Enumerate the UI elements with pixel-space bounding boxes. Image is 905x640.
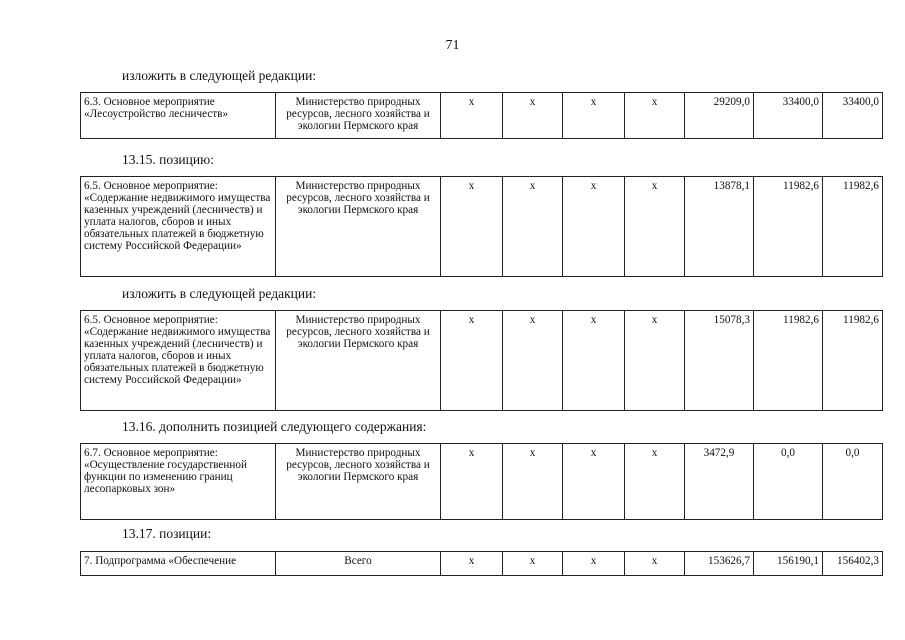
table-row: [81, 177, 883, 277]
mark-cell: x: [625, 552, 685, 576]
activity-name: 6.3. Основное мероприятие «Лесоустройство лесничеств»: [81, 93, 276, 139]
mark-cell: x: [563, 444, 625, 520]
value-cell: 33400,0: [823, 93, 883, 139]
value-cell: 11982,6: [823, 177, 883, 277]
position-table: [80, 551, 883, 576]
mark-cell: x: [441, 444, 503, 520]
executor: Министерство природных ресурсов, лесного хозяйства и экологии Пермского края: [276, 177, 441, 277]
table-row: [81, 93, 883, 139]
mark-cell: x: [625, 93, 685, 139]
mark-cell: x: [503, 552, 563, 576]
table-row: [81, 552, 883, 576]
activity-name: 6.5. Основное мероприятие: «Содержание недвижимого имущества казенных учреждений (лесничеств) и уплата налогов, сборов и иных обязательных платежей в бюджетную систему Российской Федерации»: [81, 177, 276, 277]
value-cell: 29209,0: [685, 93, 754, 139]
position-table: [80, 310, 883, 411]
mark-cell: x: [441, 177, 503, 277]
mark-cell: x: [563, 177, 625, 277]
table-row: [81, 444, 883, 520]
page-number: 71: [445, 38, 460, 53]
executor: Министерство природных ресурсов, лесного хозяйства и экологии Пермского края: [276, 93, 441, 139]
mark-cell: x: [563, 311, 625, 411]
position-table: [80, 176, 883, 277]
mark-cell: x: [441, 552, 503, 576]
value-cell: 153626,7: [685, 552, 754, 576]
mark-cell: x: [625, 444, 685, 520]
value-cell: 11982,6: [823, 311, 883, 411]
value-cell: 0,0: [754, 444, 823, 520]
value-cell: 3472,9: [685, 444, 754, 520]
executor: Министерство природных ресурсов, лесного хозяйства и экологии Пермского края: [276, 311, 441, 411]
section-heading: 13.16. дополнить позицией следующего содержания:: [122, 419, 427, 434]
value-cell: 156402,3: [823, 552, 883, 576]
mark-cell: x: [563, 552, 625, 576]
value-cell: 156190,1: [754, 552, 823, 576]
mark-cell: x: [441, 93, 503, 139]
activity-name: 7. Подпрограмма «Обеспечение: [81, 552, 276, 576]
position-table: [80, 443, 883, 520]
section-heading: 13.17. позиции:: [122, 526, 212, 541]
mark-cell: x: [441, 311, 503, 411]
value-cell: 33400,0: [754, 93, 823, 139]
executor: Министерство природных ресурсов, лесного хозяйства и экологии Пермского края: [276, 444, 441, 520]
section-heading: 13.15. позицию:: [122, 152, 214, 167]
section-heading: изложить в следующей редакции:: [122, 286, 317, 301]
mark-cell: x: [503, 311, 563, 411]
value-cell: 11982,6: [754, 311, 823, 411]
position-table: [80, 92, 883, 139]
table-row: [81, 311, 883, 411]
mark-cell: x: [625, 311, 685, 411]
activity-name: 6.5. Основное мероприятие: «Содержание недвижимого имущества казенных учреждений (лесничеств) и уплата налогов, сборов и иных обязательных платежей в бюджетную систему Российской Федерации»: [81, 311, 276, 411]
value-cell: 0,0: [823, 444, 883, 520]
mark-cell: x: [503, 177, 563, 277]
mark-cell: x: [503, 444, 563, 520]
mark-cell: x: [503, 93, 563, 139]
section-heading: изложить в следующей редакции:: [122, 68, 317, 83]
activity-name: 6.7. Основное мероприятие: «Осуществление государственной функции по изменению границ лесопарковых зон»: [81, 444, 276, 520]
executor: Всего: [276, 552, 441, 576]
mark-cell: x: [563, 93, 625, 139]
value-cell: 13878,1: [685, 177, 754, 277]
value-cell: 11982,6: [754, 177, 823, 277]
mark-cell: x: [625, 177, 685, 277]
value-cell: 15078,3: [685, 311, 754, 411]
